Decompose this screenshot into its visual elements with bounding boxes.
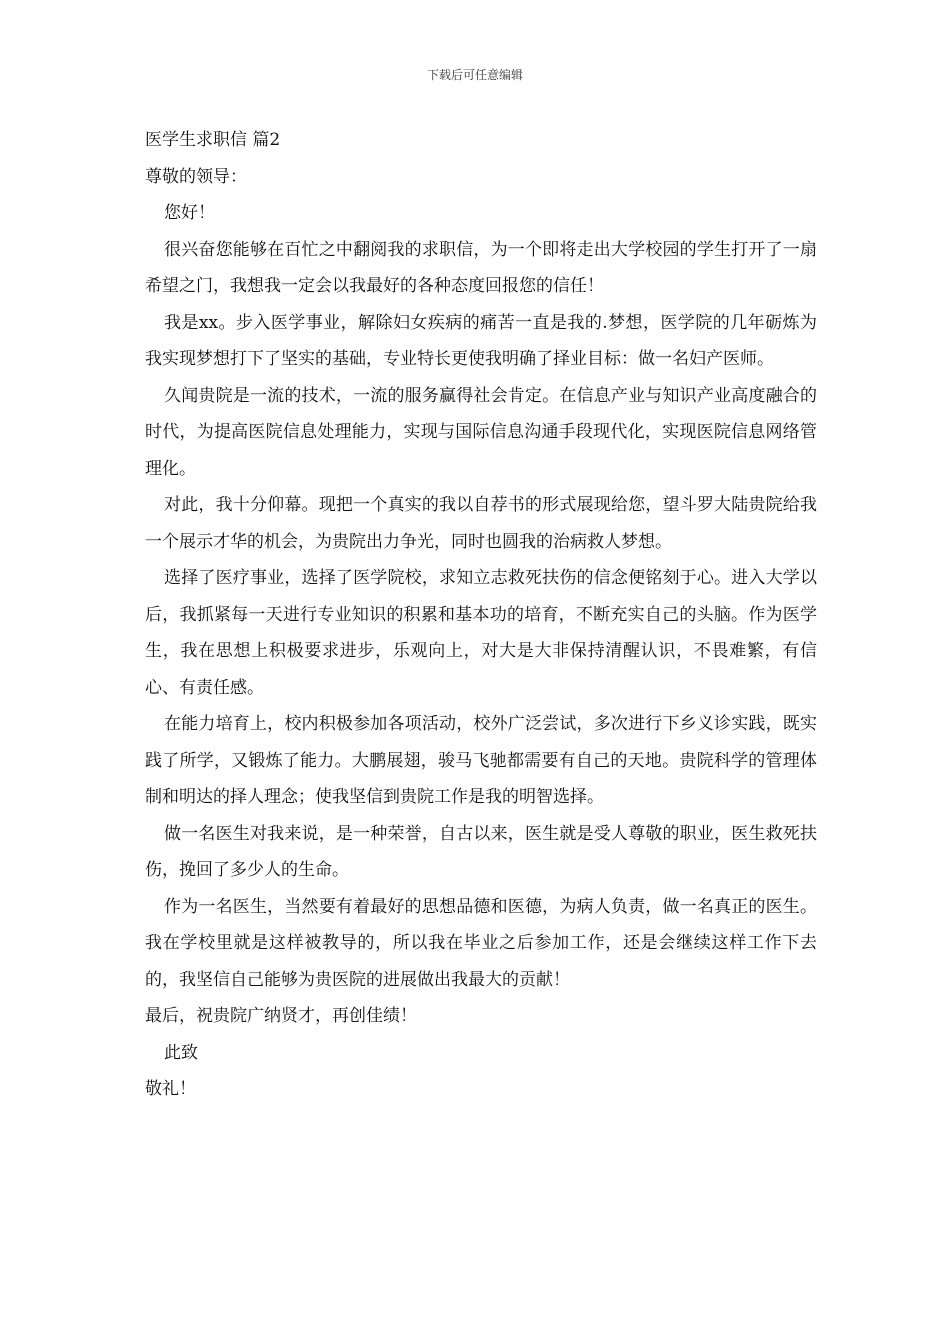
closing-line-1: 此致	[164, 1042, 198, 1063]
closing-wish: 最后，祝贵院广纳贤才，再创佳绩！	[145, 1006, 417, 1026]
paragraph-4: 对此，我十分仰幕。现把一个真实的我以自荐书的形式展现给您，望斗罗大陆贵院给我一个展示才华的机会，为贵院出力争光，同时也圆我的治病救人梦想。	[145, 495, 817, 552]
paragraph-6: 在能力培育上，校内积极参加各项活动，校外广泛尝试，多次进行下乡义诊实践，既实践了所学，又锻炼了能力。大鹏展翅，骏马飞驰都需要有自己的天地。贵院科学的管理体制和明达的择人理念；使我坚信到贵院工作是我的明智选择。	[145, 714, 817, 807]
document-title: 医学生求职信 篇2	[145, 130, 281, 150]
paragraph-5: 选择了医疗事业，选择了医学院校，求知立志救死扶伤的信念便铭刻于心。进入大学以后，我抓紧每一天进行专业知识的积累和基本功的培育，不断充实自己的头脑。作为医学生，我在思想上积极要求进步，乐观向上，对大是大非保持清醒认识，不畏难繁，有信心、有责任感。	[145, 568, 817, 698]
salutation: 尊敬的领导：	[145, 166, 247, 187]
letter-body	[145, 122, 817, 1108]
paragraph-2: 我是xx。步入医学事业，解除妇女疾病的痛苦一直是我的.梦想，医学院的几年砺炼为我实现梦想打下了坚实的基础，专业特长更使我明确了择业目标：做一名妇产医师。	[145, 312, 817, 369]
header-note: 下载后可任意编辑	[426, 68, 523, 82]
paragraph-3: 久闻贵院是一流的技术，一流的服务赢得社会肯定。在信息产业与知识产业高度融合的时代，为提高医院信息处理能力，实现与国际信息沟通手段现代化，实现医院信息网络管理化。	[145, 385, 817, 479]
paragraph-8: 作为一名医生，当然要有着最好的思想品德和医德，为病人负责，做一名真正的医生。我在学校里就是这样被教导的，所以我在毕业之后参加工作，还是会继续这样工作下去的，我坚信自己能够为贵医院的进展做出我最大的贡献！	[145, 896, 817, 990]
paragraph-1: 很兴奋您能够在百忙之中翻阅我的求职信，为一个即将走出大学校园的学生打开了一扇希望之门，我想我一定会以我最好的各种态度回报您的信任！	[145, 239, 817, 296]
closing-line-2: 敬礼！	[145, 1079, 196, 1099]
paragraph-7: 做一名医生对我来说，是一种荣誉，自古以来，医生就是受人尊敬的职业，医生救死扶伤，挽回了多少人的生命。	[145, 823, 817, 880]
greeting: 您好！	[164, 203, 215, 223]
